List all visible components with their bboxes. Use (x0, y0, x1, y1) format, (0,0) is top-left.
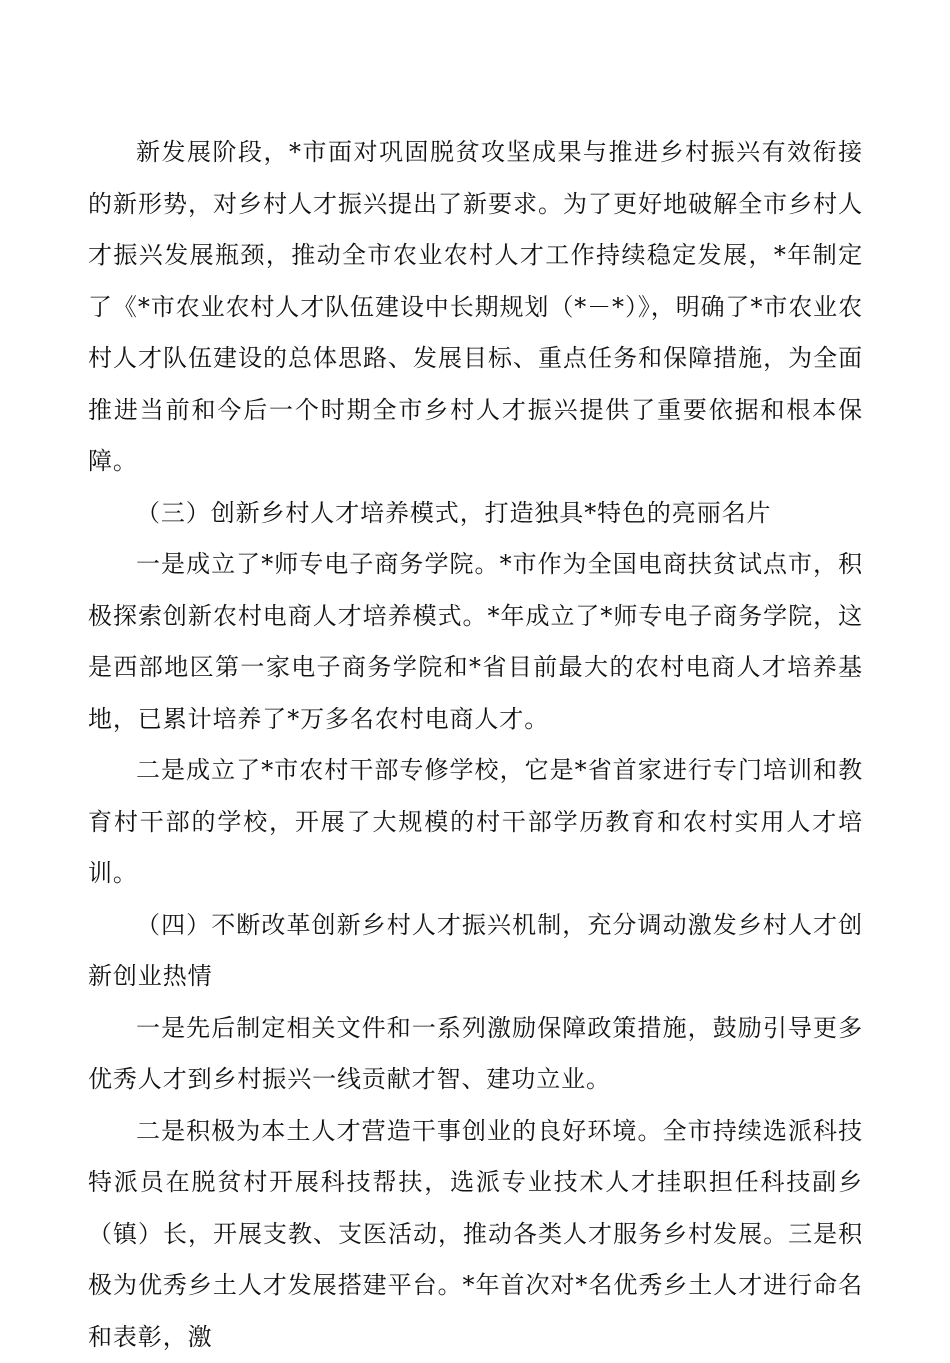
section-heading-4: （四）不断改革创新乡村人才振兴机制，充分调动激发乡村人才创新创业热情 (88, 900, 863, 1003)
paragraph-local-talent-environment: 二是积极为本土人才营造干事创业的良好环境。全市持续选派科技特派员在脱贫村开展科技帮扶，选派专业技术人才挂职担任科技副乡（镇）长，开展支教、支医活动，推动各类人才服务乡村发展。三是积极为优秀乡土人才发展搭建平台。*年首次对*名优秀乡土人才进行命名和表彰，激 (88, 1106, 863, 1363)
paragraph-ecommerce-college: 一是成立了*师专电子商务学院。*市作为全国电商扶贫试点市，积极探索创新农村电商人才培养模式。*年成立了*师专电子商务学院，这是西部地区第一家电子商务学院和*省目前最大的农村电商人才培养基地，已累计培养了*万多名农村电商人才。 (88, 539, 863, 745)
paragraph-incentive-policies: 一是先后制定相关文件和一系列激励保障政策措施，鼓励引导更多优秀人才到乡村振兴一线贡献才智、建功立业。 (88, 1003, 863, 1106)
paragraph-new-development-stage: 新发展阶段，*市面对巩固脱贫攻坚成果与推进乡村振兴有效衔接的新形势，对乡村人才振兴提出了新要求。为了更好地破解全市乡村人才振兴发展瓶颈，推动全市农业农村人才工作持续稳定发展，*年制定了《*市农业农村人才队伍建设中长期规划（*－*）》，明确了*市农业农村人才队伍建设的总体思路、发展目标、重点任务和保障措施，为全面推进当前和今后一个时期全市乡村人才振兴提供了重要依据和根本保障。 (88, 127, 863, 488)
paragraph-cadre-school: 二是成立了*市农村干部专修学校，它是*省首家进行专门培训和教育村干部的学校，开展了大规模的村干部学历教育和农村实用人才培训。 (88, 745, 863, 900)
document-body (88, 127, 863, 1363)
section-heading-3: （三）创新乡村人才培养模式，打造独具*特色的亮丽名片 (88, 488, 863, 540)
